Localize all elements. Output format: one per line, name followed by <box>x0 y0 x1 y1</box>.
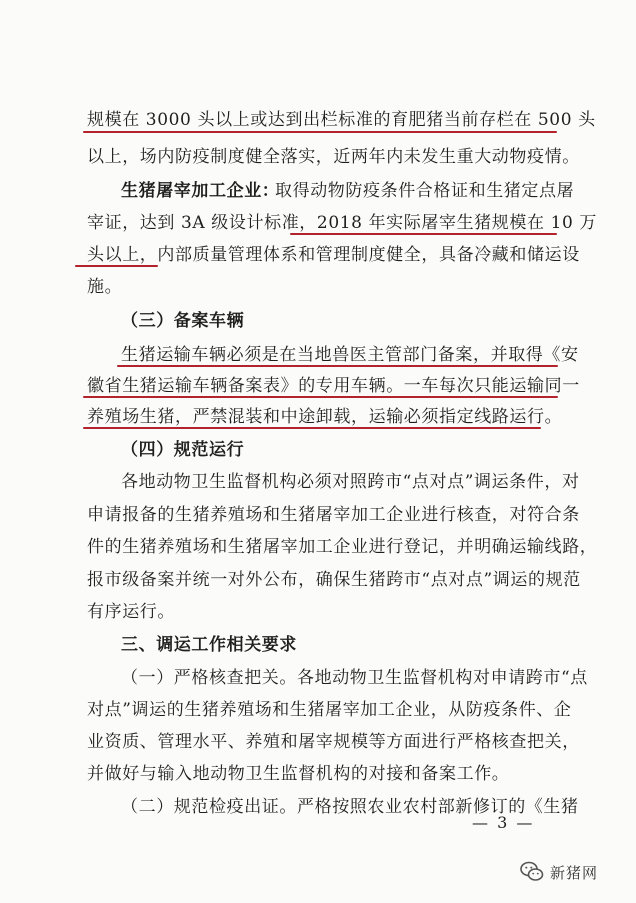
red-underline-3c <box>83 427 541 429</box>
red-underline-3a <box>117 365 558 367</box>
text-line-9: 养殖场生猪，严禁混装和中途卸载，运输必须指定线路运行。 <box>87 407 563 427</box>
text-line-5: 头以上，内部质量管理体系和管理制度健全，具备冷藏和储运设 <box>87 245 580 265</box>
text-line-7: 生猪运输车辆必须是在当地兽医主管部门备案，并取得《安 <box>121 345 579 365</box>
text-line-2: 以上，场内防疫制度健全落实，近两年内未发生重大动物疫情。 <box>87 147 580 167</box>
wechat-icon <box>520 861 544 883</box>
text-line-3: 取得动物防疫条件合格证和生猪定点屠 <box>275 181 575 201</box>
text-line-11: 申请报备的生猪养殖场和生猪屠宰加工企业进行核查，对符合条 <box>87 505 580 525</box>
page-number: — 3 — <box>472 813 535 832</box>
red-underline-2b <box>75 265 158 267</box>
text-line-19: （二）规范检疫出证。严格按照农业农村部新修订的《生猪 <box>121 797 579 817</box>
section-heading-4: （四）规范运行 <box>121 440 245 460</box>
text-line-1: 规模在 3000 头以上或达到出栏标准的育肥猪当前存栏在 500 头 <box>87 110 596 130</box>
text-line-16: 对点”调运的生猪养殖场和生猪屠宰加工企业，从防疫条件、企 <box>87 700 572 720</box>
text-line-6: 施。 <box>87 277 123 297</box>
text-line-4: 宰证，达到 3A 级设计标准，2018 年实际屠宰生猪规模在 10 万 <box>87 213 598 233</box>
section-heading-3: （三）备案车辆 <box>121 311 245 331</box>
red-underline-1 <box>83 131 557 133</box>
text-line-8: 徽省生猪运输车辆备案表》的专用车辆。一车每次只能运输同一 <box>87 376 580 396</box>
text-line-13: 报市级备案并统一对外公布，确保生猪跨市“点对点”调运的规范 <box>87 570 581 590</box>
text-line-18: 并做好与输入地动物卫生监督机构的对接和备案工作。 <box>87 764 510 784</box>
text-heading-slaughter: 生猪屠宰加工企业： <box>121 181 280 201</box>
watermark <box>520 858 598 886</box>
text-line-14: 有序运行。 <box>87 602 175 622</box>
section-heading-requirements: 三、调运工作相关要求 <box>121 635 297 655</box>
red-underline-2a <box>290 233 557 235</box>
text-line-17: 业资质、管理水平、养殖和屠宰规模等方面进行严格核查把关， <box>87 732 580 752</box>
red-underline-3b <box>83 396 558 398</box>
text-line-15: （一）严格核查把关。各地动物卫生监督机构对申请跨市“点 <box>121 668 588 688</box>
watermark-text: 新猪网 <box>550 863 599 882</box>
text-line-12: 件的生猪养殖场和生猪屠宰加工企业进行登记，并明确运输线路， <box>87 537 598 557</box>
text-line-10: 各地动物卫生监督机构必须对照跨市“点对点”调运条件，对 <box>121 472 580 492</box>
